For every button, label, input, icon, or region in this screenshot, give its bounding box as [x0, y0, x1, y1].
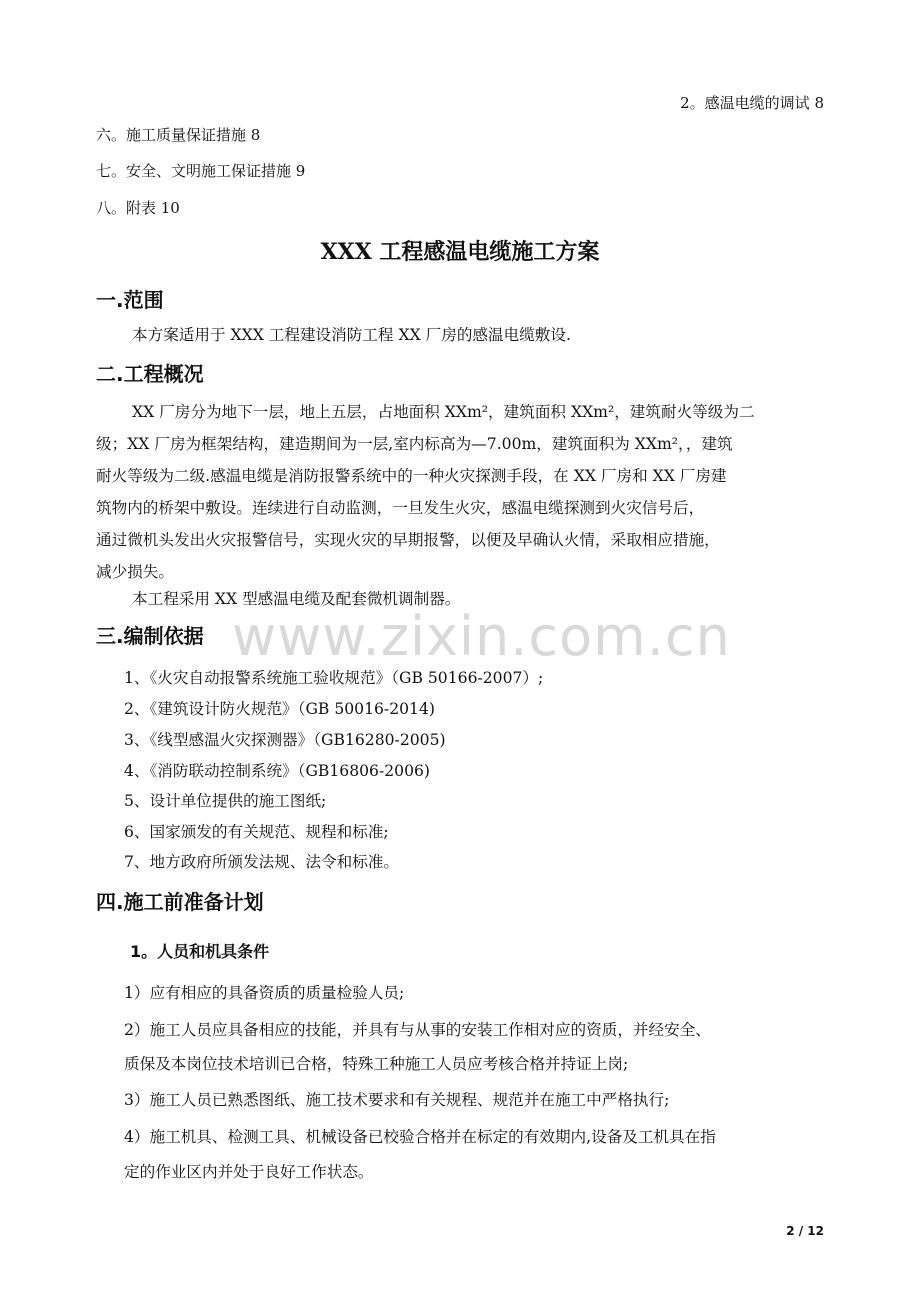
basis-item: 4、《消防联动控制系统》（GB16806-2006): [124, 762, 431, 780]
basis-item: 7、地方政府所颁发法规、法令和标准。: [124, 853, 400, 871]
preparation-line: 1）应有相应的具备资质的质量检验人员;: [124, 984, 405, 1002]
overview-paragraph-2: 本工程采用 XX 型感温电缆及配套微机调制器。: [132, 590, 461, 608]
section-heading-preparation: 四.施工前准备计划: [96, 890, 264, 914]
toc-item: 七。安全、文明施工保证措施 9: [96, 162, 306, 180]
preparation-line: 3）施工人员已熟悉图纸、施工技术要求和有关规程、规范并在施工中严格执行;: [124, 1091, 670, 1109]
preparation-line: 质保及本岗位技术培训已合格，特殊工种施工人员应考核合格并持证上岗;: [124, 1055, 629, 1073]
basis-item: 2、《建筑设计防火规范》（GB 50016-2014): [124, 700, 435, 718]
section-heading-overview: 二.工程概况: [96, 362, 204, 386]
section-heading-basis: 三.编制依据: [96, 624, 204, 648]
toc-item: 六。施工质量保证措施 8: [96, 126, 261, 144]
basis-item: 6、国家颁发的有关规范、规程和标准;: [124, 823, 389, 841]
document-title: XXX 工程感温电缆施工方案: [320, 239, 600, 265]
section-heading-scope: 一.范围: [96, 288, 164, 312]
preparation-line: 定的作业区内并处于良好工作状态。: [124, 1163, 374, 1181]
preparation-line: 2）施工人员应具备相应的技能，并具有与从事的安装工作相对应的资质，并经安全、: [124, 1021, 711, 1039]
paragraph-line: 级；XX 厂房为框架结构，建造期间为一层,室内标高为—7.00m，建筑面积为 XXm²，，建筑: [96, 435, 733, 453]
subsection-heading-personnel: 1。人员和机具条件: [130, 942, 270, 961]
overview-paragraph: [96, 396, 824, 588]
scope-text: 本方案适用于 XXX 工程建设消防工程 XX 厂房的感温电缆敷设.: [132, 326, 571, 344]
toc-item: 八。附表 10: [96, 199, 180, 217]
preparation-line: 4）施工机具、检测工具、机械设备已校验合格并在标定的有效期内,设备及工机具在指: [124, 1128, 716, 1146]
paragraph-line: 减少损失。: [96, 563, 174, 581]
basis-item: 3、《线型感温火灾探测器》（GB16280-2005): [124, 731, 446, 749]
paragraph-line: 筑物内的桥架中敷设。连续进行自动监测，一旦发生火灾，感温电缆探测到火灾信号后，: [96, 499, 705, 517]
paragraph-line: XX 厂房分为地下一层，地上五层，占地面积 XXm²，建筑面积 XXm²，建筑耐火等级为二: [132, 403, 755, 421]
page-number: 2 / 12: [786, 1224, 824, 1238]
toc-item: 2。感温电缆的调试 8: [680, 94, 824, 112]
paragraph-line: 耐火等级为二级.感温电缆是消防报警系统中的一种火灾探测手段，在 XX 厂房和 XX 厂房建: [96, 467, 727, 485]
paragraph-line: 通过微机头发出火灾报警信号，实现火灾的早期报警，以便及早确认火情，采取相应措施，: [96, 531, 720, 549]
basis-item: 1、《火灾自动报警系统施工验收规范》（GB 50166-2007）;: [124, 669, 544, 687]
watermark: www.zixin.com.cn: [232, 605, 731, 668]
basis-item: 5、设计单位提供的施工图纸;: [124, 792, 327, 810]
